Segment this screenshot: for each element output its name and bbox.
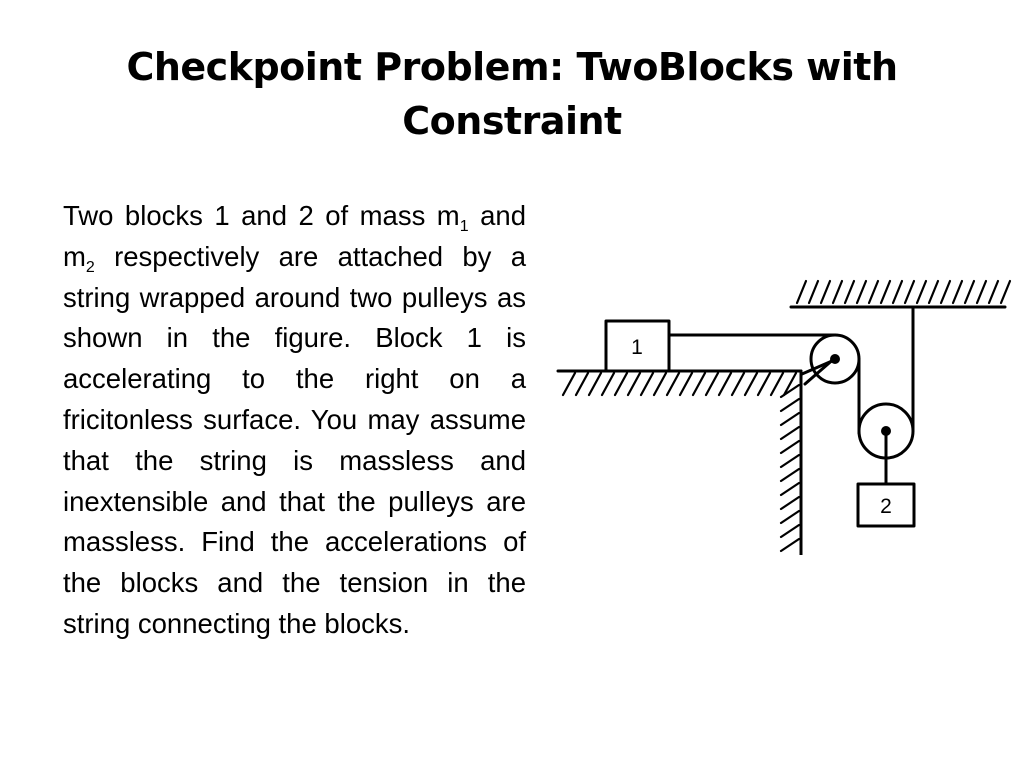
figure-background [553, 273, 1016, 555]
pulley-1-axle [830, 354, 840, 364]
problem-text-part-3: respectively are attached by a string wrapped around two pulleys as shown in the figure. Block 1 is accelerating to the right on a fricitonless surface. You may assume that the string is massless and inextensible and that the pulleys are massless. Find the accelerations of the blocks and the tension in the string connecting the blocks. [63, 240, 526, 639]
pulley-2-axle [881, 426, 891, 436]
title-line-1: Checkpoint Problem: TwoBlocks with [126, 45, 898, 89]
pulley-diagram-svg [553, 273, 1016, 555]
block-2-label: 2 [880, 495, 892, 518]
problem-text-part-2: and m [63, 200, 526, 272]
problem-statement [63, 196, 526, 645]
problem-text-part-1: Two blocks 1 and 2 of mass m [63, 200, 460, 231]
pulley-diagram [553, 273, 1016, 555]
slide-title [60, 40, 964, 148]
block-1-label: 1 [631, 336, 643, 359]
mass-subscript-2: 2 [85, 258, 95, 276]
title-line-2: Constraint [402, 99, 622, 143]
mass-subscript-1: 1 [459, 218, 469, 235]
